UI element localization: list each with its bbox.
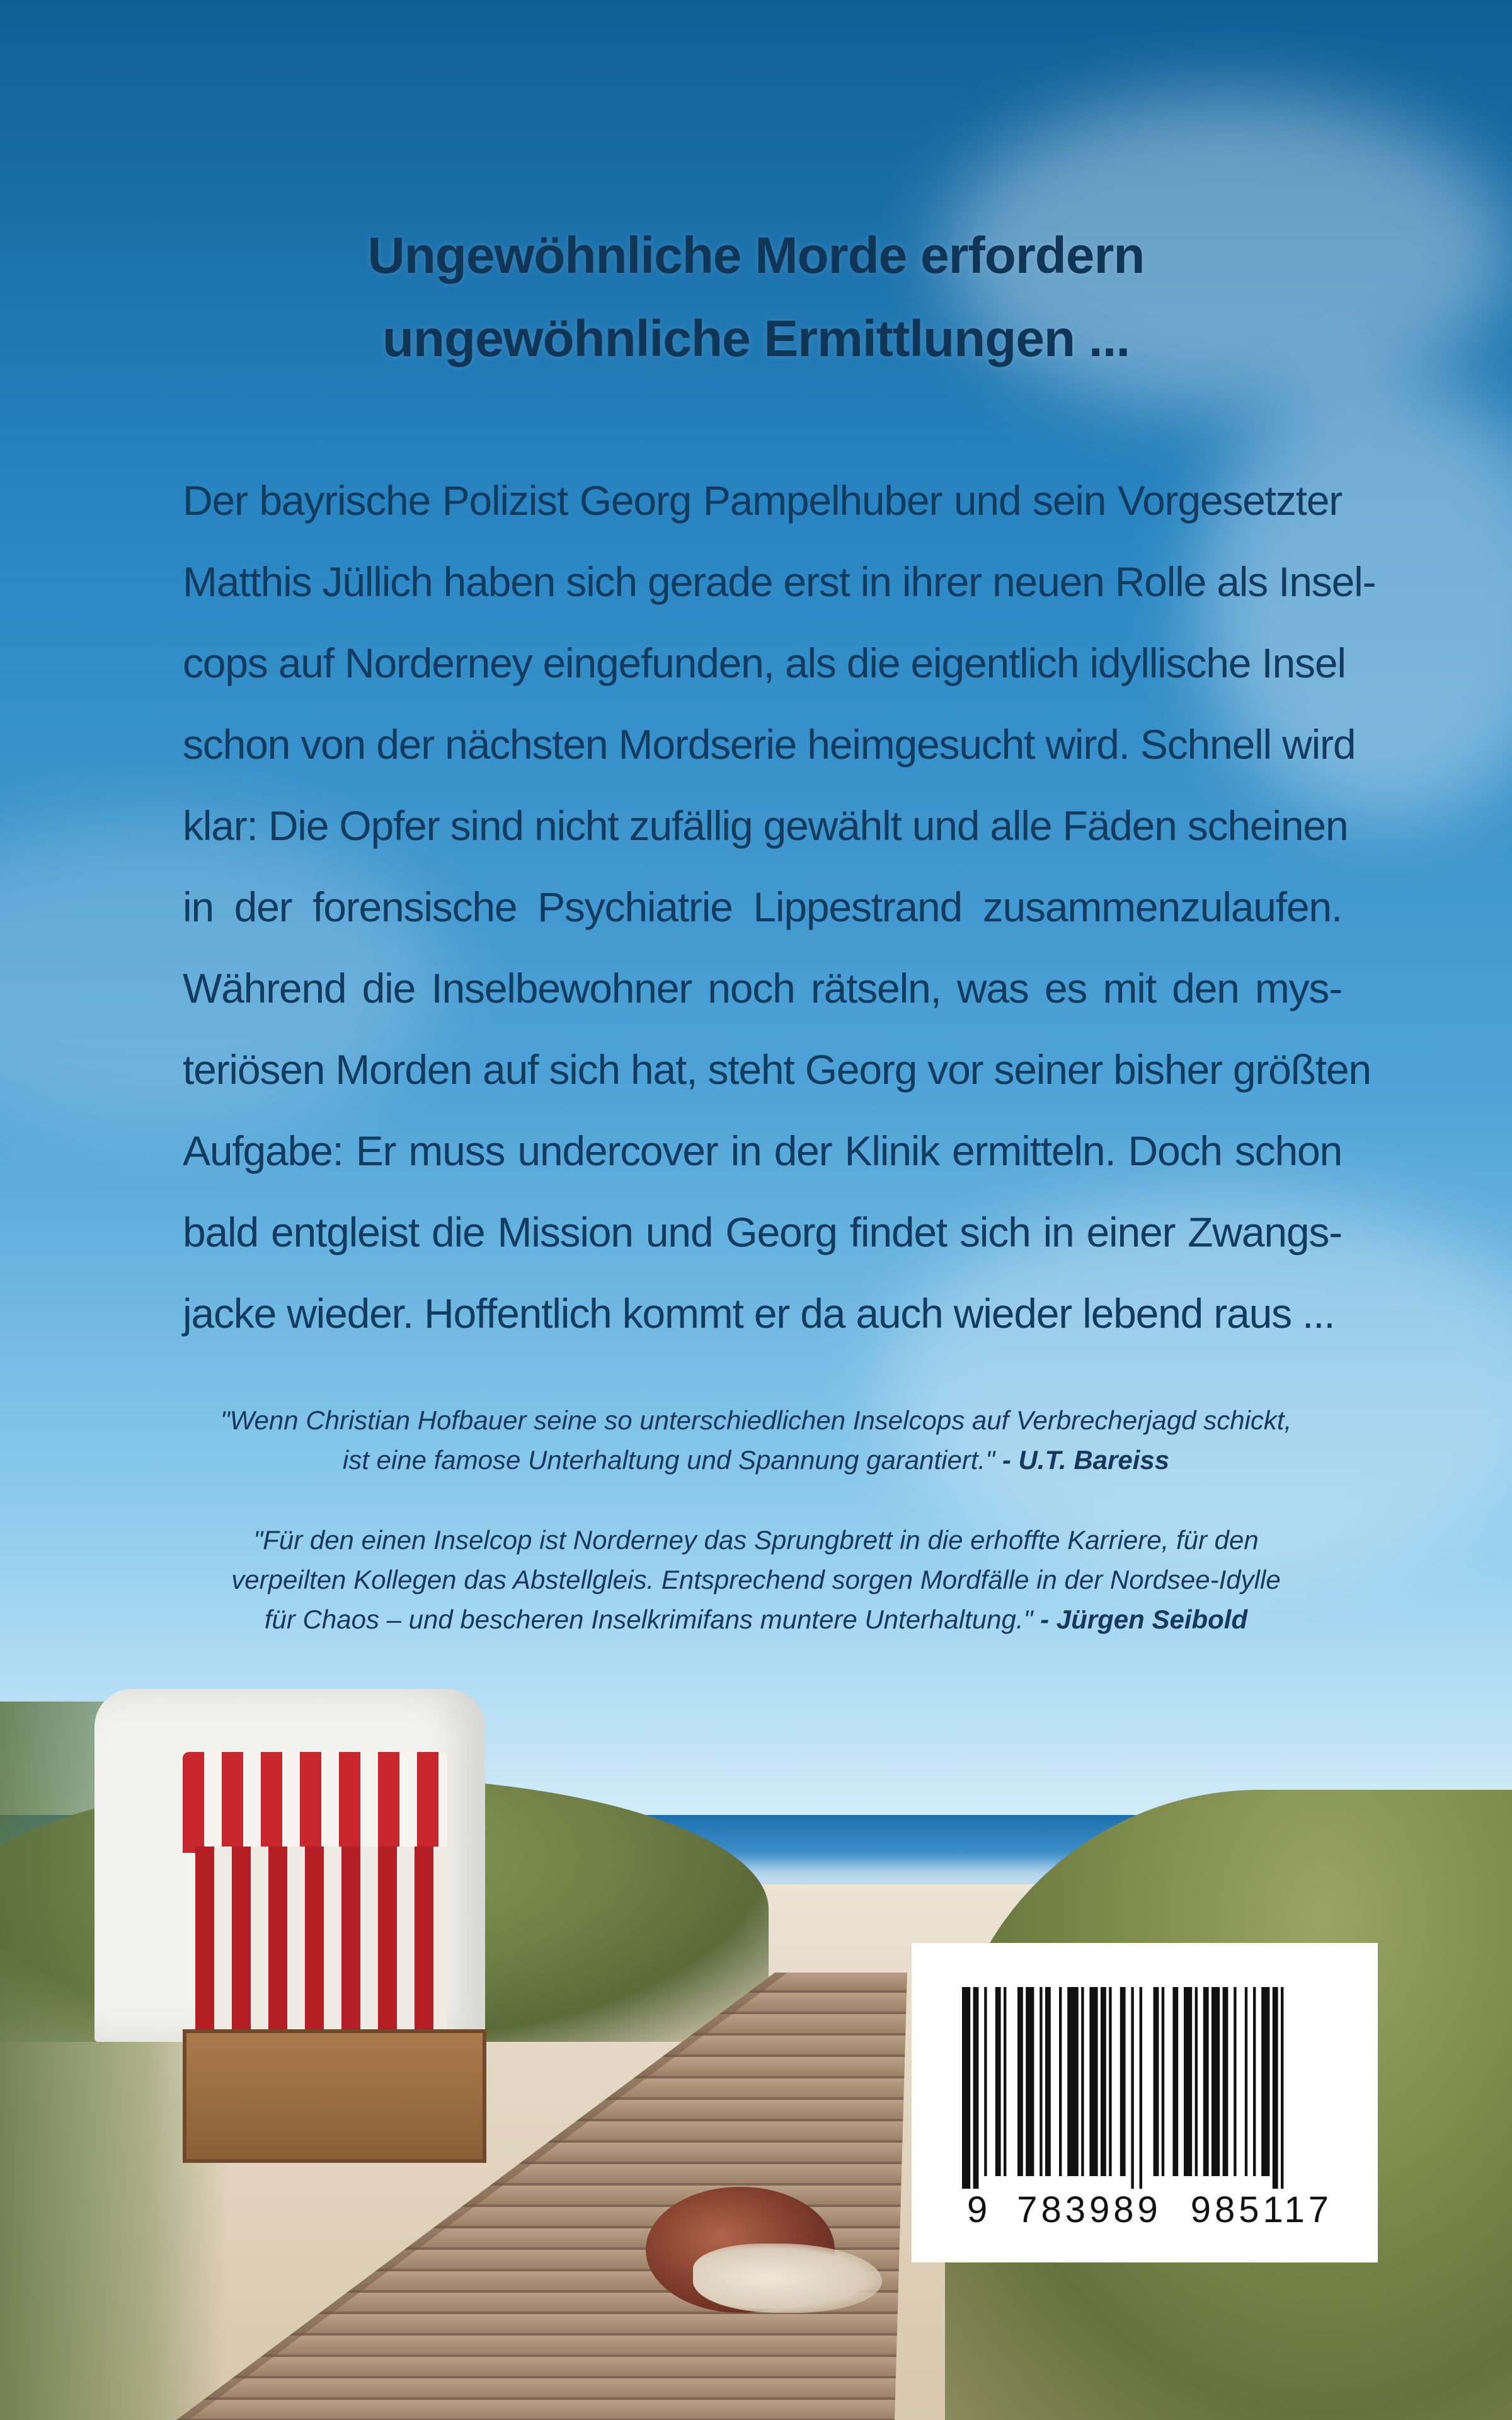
quote-line: ist eine famose Unterhaltung und Spannung garantiert." bbox=[342, 1445, 995, 1475]
barcode-bar bbox=[1040, 1987, 1042, 2176]
barcode-digit-group-1: 783989 bbox=[1017, 2189, 1162, 2230]
barcode-bar bbox=[1140, 1987, 1142, 2189]
barcode-bar bbox=[984, 1987, 987, 2176]
barcode-digits bbox=[967, 2189, 1332, 2231]
barcode-bar bbox=[1234, 1987, 1236, 2176]
heading-line-1: Ungewöhnliche Morde erfordern bbox=[367, 227, 1145, 284]
barcode-bar bbox=[1120, 1987, 1126, 2176]
barcode-bar bbox=[1172, 1987, 1178, 2176]
barcode-bar bbox=[1067, 1987, 1079, 2176]
quote-author: - Jürgen Seibold bbox=[1040, 1605, 1248, 1634]
barcode-bar bbox=[1101, 1987, 1106, 2176]
quote-line: "Wenn Christian Hofbauer seine so unterschiedlichen Inselcops auf Verbrecherjagd schickt, bbox=[220, 1405, 1292, 1435]
barcode-bar bbox=[1131, 1987, 1133, 2189]
heading-line-2: ungewöhnliche Ermittlungen ... bbox=[382, 310, 1130, 367]
barcode-bar bbox=[1162, 1987, 1164, 2176]
quote-line: verpeilten Kollegen das Abstellgleis. Entsprechend sorgen Mordfälle in der Nordsee-Idylle bbox=[231, 1565, 1281, 1594]
barcode-bar bbox=[1281, 1987, 1283, 2189]
blurb-line: in der forensische Psychiatrie Lippestrand zusammenzulaufen. bbox=[183, 884, 1342, 930]
quote-line: "Für den einen Inselcop ist Norderney das Sprungbrett in die erhoffte Karriere, für den bbox=[253, 1525, 1259, 1555]
barcode-bar bbox=[1109, 1987, 1111, 2176]
barcode-lead-digit: 9 bbox=[967, 2189, 988, 2230]
blurb-line: jacke wieder. Hoffentlich kommt er da auch wieder lebend raus ... bbox=[183, 1290, 1335, 1337]
barcode-bar bbox=[1026, 1987, 1034, 2176]
blurb-line: bald entgleist die Mission und Georg findet sich in einer Zwangs- bbox=[183, 1209, 1342, 1255]
barcode-bar bbox=[1017, 1987, 1023, 2176]
barcode-bar bbox=[1261, 1987, 1269, 2176]
barcode-bar bbox=[1195, 1987, 1198, 2176]
barcode-bar bbox=[1223, 1987, 1228, 2176]
barcode-bar bbox=[1184, 1987, 1192, 2176]
blurb-line: Während die Inselbewohner noch rätseln, was es mit den mys- bbox=[183, 965, 1342, 1011]
blurb-line: Aufgabe: Er muss undercover in der Klinik ermitteln. Doch schon bbox=[183, 1127, 1342, 1174]
barcode-bar bbox=[1253, 1987, 1256, 2176]
barcode-bar bbox=[962, 1987, 970, 2189]
quote-line: für Chaos – und bescheren Inselkrimifans muntere Unterhaltung." bbox=[264, 1605, 1033, 1634]
barcode-bar bbox=[1245, 1987, 1247, 2176]
barcode-bar bbox=[1273, 1987, 1278, 2189]
barcode-bar bbox=[1081, 1987, 1084, 2176]
barcode-bar bbox=[1045, 1987, 1051, 2176]
barcode-bar bbox=[1211, 1987, 1220, 2176]
barcode-bar bbox=[995, 1987, 1001, 2176]
barcode-bar bbox=[1089, 1987, 1097, 2176]
barcode-bar bbox=[1154, 1987, 1159, 2176]
blurb-line: cops auf Norderney eingefunden, als die eigentlich idyllische Insel bbox=[183, 640, 1346, 686]
barcode-bar bbox=[1203, 1987, 1209, 2176]
quote-author: - U.T. Bareiss bbox=[1002, 1445, 1170, 1475]
isbn-barcode bbox=[912, 1943, 1378, 2262]
barcode-bar bbox=[1004, 1987, 1006, 2176]
barcode-bars bbox=[956, 1987, 1334, 2189]
blurb-line: teriösen Morden auf sich hat, steht Georg vor seiner bisher größten bbox=[183, 1046, 1371, 1093]
blurb-line: Matthis Jüllich haben sich gerade erst in ihrer neuen Rolle als Insel- bbox=[183, 558, 1376, 605]
blurb-line: schon von der nächsten Mordserie heimgesucht wird. Schnell wird bbox=[183, 721, 1356, 768]
blurb-line: klar: Die Opfer sind nicht zufällig gewählt und alle Fäden scheinen bbox=[183, 802, 1348, 849]
review-quote-2 bbox=[0, 1520, 1512, 1639]
review-quote-1 bbox=[0, 1400, 1512, 1480]
quote-line-with-author bbox=[0, 1599, 1512, 1639]
blurb-text bbox=[183, 460, 1376, 1354]
blurb-line: Der bayrische Polizist Georg Pampelhuber und sein Vorgesetzter bbox=[183, 477, 1342, 524]
cover-heading bbox=[0, 214, 1512, 381]
quote-line-with-author bbox=[0, 1440, 1512, 1480]
barcode-digit-group-2: 985117 bbox=[1190, 2189, 1332, 2230]
barcode-bar bbox=[973, 1987, 979, 2189]
barcode-bar bbox=[1059, 1987, 1062, 2176]
beach-chair bbox=[94, 1689, 485, 2155]
